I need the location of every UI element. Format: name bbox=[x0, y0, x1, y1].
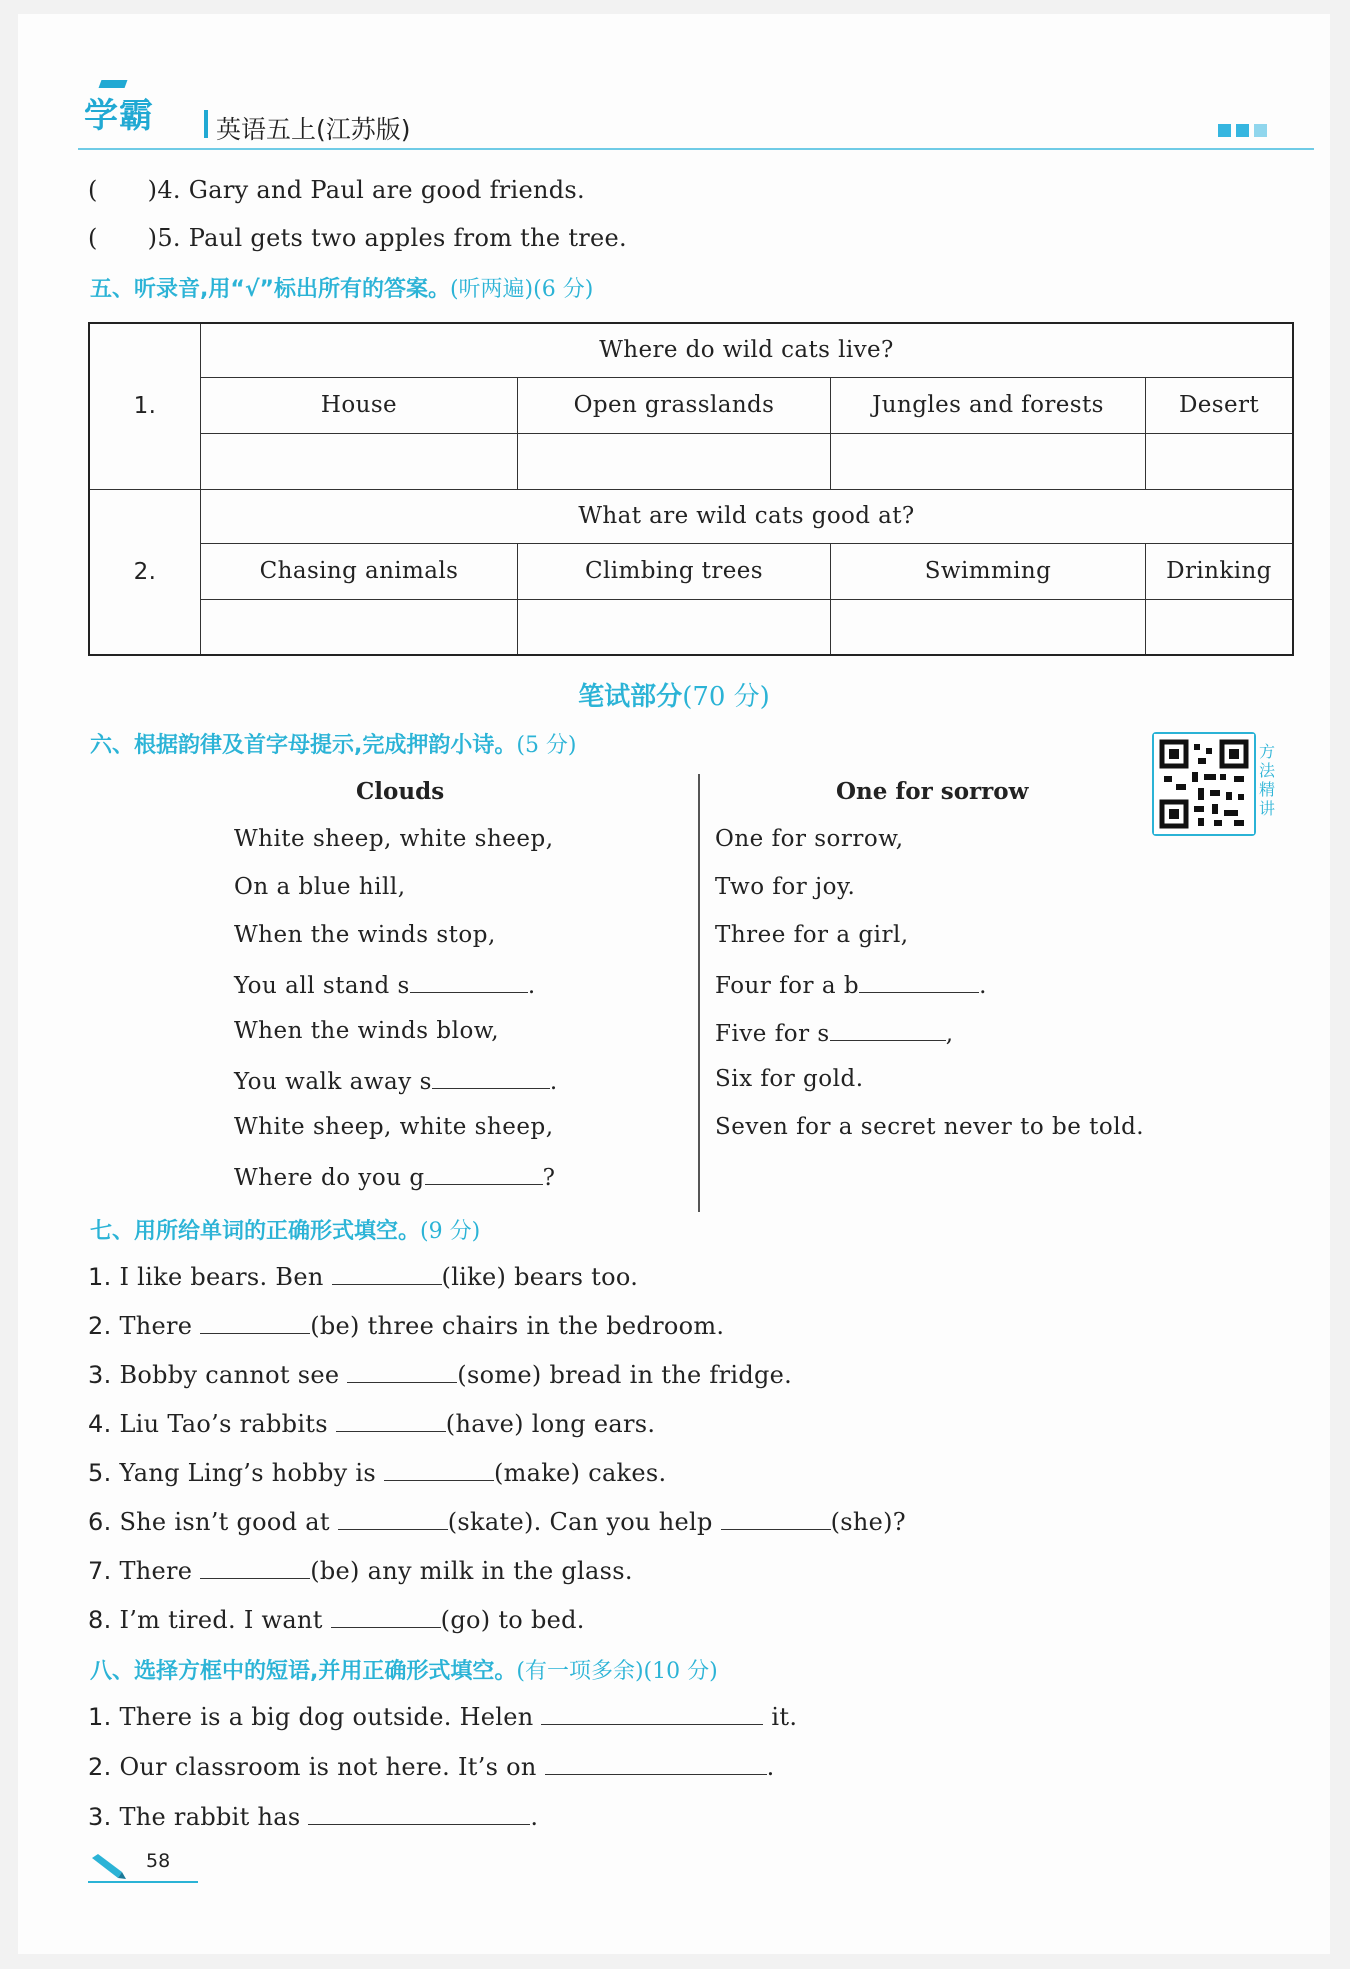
answer-cell[interactable] bbox=[831, 433, 1146, 489]
answer-cell[interactable] bbox=[1146, 599, 1294, 655]
answer-blank[interactable] bbox=[410, 970, 528, 993]
answer-blank[interactable] bbox=[721, 1507, 831, 1530]
answer-blank[interactable] bbox=[425, 1162, 543, 1185]
qr-code-icon[interactable] bbox=[1152, 732, 1256, 836]
qr-method-label: 方法精讲 bbox=[1259, 742, 1276, 818]
poem-line: Two for joy. bbox=[715, 874, 856, 900]
table-option: Drinking bbox=[1146, 543, 1294, 599]
page-number-rule bbox=[88, 1881, 198, 1883]
poem-title-clouds: Clouds bbox=[356, 778, 445, 805]
answer-blank[interactable] bbox=[200, 1556, 310, 1579]
answer-blank[interactable] bbox=[308, 1802, 530, 1825]
section-5-title: 五、听录音,用“√”标出所有的答案。(听两遍)(6 分) bbox=[90, 277, 594, 302]
fill-item: 4. Liu Tao’s rabbits (have) long ears. bbox=[88, 1410, 656, 1438]
fill-item: 7. There (be) any milk in the glass. bbox=[88, 1557, 633, 1585]
poem-line-with-blank: Where do you g ? bbox=[234, 1162, 555, 1191]
fill-item: 1. There is a big dog outside. Helen it. bbox=[88, 1703, 798, 1731]
table-option: House bbox=[201, 377, 518, 433]
table-question: What are wild cats good at? bbox=[201, 489, 1294, 543]
fill-item: 8. I’m tired. I want (go) to bed. bbox=[88, 1606, 585, 1634]
workbook-page bbox=[18, 14, 1330, 1954]
fill-item: 6. She isn’t good at (skate). Can you help (she)? bbox=[88, 1508, 906, 1536]
answer-blank[interactable] bbox=[336, 1409, 446, 1432]
poem-line: When the winds stop, bbox=[234, 922, 496, 948]
table-option: Climbing trees bbox=[518, 543, 831, 599]
answer-blank[interactable] bbox=[200, 1311, 310, 1334]
fill-item: 1. I like bears. Ben (like) bears too. bbox=[88, 1263, 639, 1291]
poem-line-with-blank: You all stand s . bbox=[234, 970, 536, 999]
header-square-icon bbox=[1236, 124, 1249, 137]
wild-cats-table bbox=[88, 322, 1294, 656]
answer-blank[interactable] bbox=[859, 970, 979, 993]
table-option: Desert bbox=[1146, 377, 1294, 433]
section-6-title: 六、根据韵律及首字母提示,完成押韵小诗。(5 分) bbox=[90, 733, 577, 758]
section-8-title: 八、选择方框中的短语,并用正确形式填空。(有一项多余)(10 分) bbox=[90, 1659, 718, 1684]
header-square-icon bbox=[1218, 124, 1231, 137]
brand-divider bbox=[204, 110, 208, 138]
answer-blank[interactable] bbox=[384, 1458, 494, 1481]
fill-item: 3. The rabbit has . bbox=[88, 1803, 539, 1831]
poem-line: On a blue hill, bbox=[234, 874, 406, 900]
answer-blank[interactable] bbox=[331, 1605, 441, 1628]
book-title: 英语五上(江苏版) bbox=[216, 115, 411, 144]
poem-divider bbox=[698, 774, 700, 1212]
fill-item: 2. There (be) three chairs in the bedroom. bbox=[88, 1312, 725, 1340]
fill-item: 5. Yang Ling’s hobby is (make) cakes. bbox=[88, 1459, 667, 1487]
answer-cell[interactable] bbox=[518, 433, 831, 489]
poem-line: When the winds blow, bbox=[234, 1018, 500, 1044]
answer-blank[interactable] bbox=[347, 1360, 457, 1383]
brand-logo: 学霸 bbox=[84, 96, 154, 136]
poem-title-sorrow: One for sorrow bbox=[836, 778, 1029, 805]
answer-blank[interactable] bbox=[830, 1018, 946, 1041]
judge-item: ( )4. Gary and Paul are good friends. bbox=[88, 176, 585, 204]
table-option: Jungles and forests bbox=[831, 377, 1146, 433]
poem-line-with-blank: Four for a b . bbox=[715, 970, 987, 999]
answer-blank[interactable] bbox=[545, 1752, 767, 1775]
table-option: Swimming bbox=[831, 543, 1146, 599]
poem-line: Six for gold. bbox=[715, 1066, 864, 1092]
row-number: 2. bbox=[89, 489, 201, 655]
poem-line-with-blank: You walk away s . bbox=[234, 1066, 558, 1095]
judge-item: ( )5. Paul gets two apples from the tree. bbox=[88, 224, 627, 252]
poem-line: Seven for a secret never to be told. bbox=[715, 1114, 1145, 1140]
section-7-title: 七、用所给单词的正确形式填空。(9 分) bbox=[90, 1219, 481, 1244]
page-number: 58 bbox=[146, 1850, 171, 1872]
row-number: 1. bbox=[89, 323, 201, 489]
answer-blank[interactable] bbox=[338, 1507, 448, 1530]
poem-line: White sheep, white sheep, bbox=[234, 826, 554, 852]
fill-item: 2. Our classroom is not here. It’s on . bbox=[88, 1753, 775, 1781]
answer-cell[interactable] bbox=[831, 599, 1146, 655]
brand-cap-icon bbox=[99, 80, 128, 88]
table-question: Where do wild cats live? bbox=[201, 323, 1294, 377]
table-option: Chasing animals bbox=[201, 543, 518, 599]
poem-line: White sheep, white sheep, bbox=[234, 1114, 554, 1140]
answer-blank[interactable] bbox=[541, 1702, 763, 1725]
answer-cell[interactable] bbox=[1146, 433, 1294, 489]
header-square-icon bbox=[1254, 124, 1267, 137]
pencil-icon bbox=[88, 1852, 128, 1884]
answer-blank[interactable] bbox=[432, 1066, 550, 1089]
table-option: Open grasslands bbox=[518, 377, 831, 433]
poem-line-with-blank: Five for s , bbox=[715, 1018, 954, 1047]
written-part-title: 笔试部分(70 分) bbox=[578, 682, 770, 712]
fill-item: 3. Bobby cannot see (some) bread in the fridge. bbox=[88, 1361, 793, 1389]
header-rule bbox=[78, 148, 1314, 150]
poem-line: One for sorrow, bbox=[715, 826, 904, 852]
poem-line: Three for a girl, bbox=[715, 922, 909, 948]
answer-cell[interactable] bbox=[518, 599, 831, 655]
answer-blank[interactable] bbox=[332, 1262, 442, 1285]
answer-cell[interactable] bbox=[201, 599, 518, 655]
answer-cell[interactable] bbox=[201, 433, 518, 489]
